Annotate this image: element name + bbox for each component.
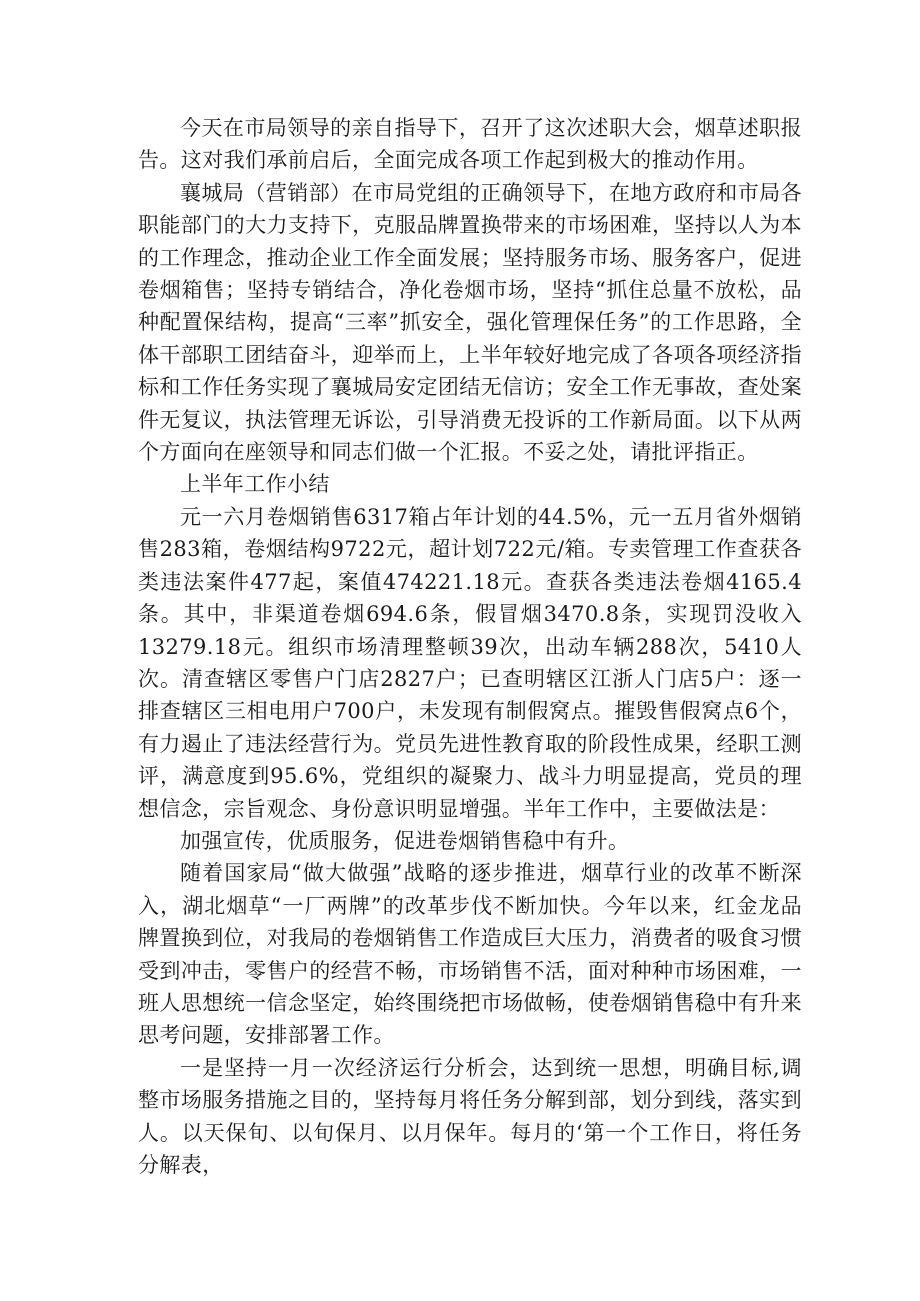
section-heading-summary: 上半年工作小结 [180, 472, 330, 497]
paragraph-overview: 襄城局（营销部）在市局党组的正确领导下，在地方政府和市局各职能部门的大力支持下，克服品牌置换带来的市场困难，坚持以人为本的工作理念，推动企业工作全面发展；坚持服务市场、服务客户，促进卷烟箱售；坚持专销结合，净化卷烟市场，坚持“抓住总量不放松，品种配置保结构，提高“三率”抓安全，强化管理保任务”的工作思路，全体干部职工团结奋斗，迎举而上，上半年较好地完成了各项各项经济指标和工作任务实现了襄城局安定团结无信访；安全工作无事故，查处案件无复议，执法管理无诉讼，引导消费无投诉的工作新局面。以下从两个方面向在座领导和同志们做一个汇报。不妥之处，请批评指正。 [138, 180, 802, 465]
document-body [138, 112, 802, 1181]
section-heading-publicity: 加强宣传，优质服务，促进卷烟销售稳中有升。 [180, 828, 630, 853]
paragraph-intro: 今天在市局领导的亲自指导下，召开了这次述职大会，烟草述职报告。这对我们承前启后，全面完成各项工作起到极大的推动作用。 [138, 116, 802, 173]
paragraph-context: 随着国家局“做大做强”战略的逐步推进，烟草行业的改革不断深入，湖北烟草“一厂两牌”的改革步伐不断加快。今年以来，红金龙品牌置换到位，对我局的卷烟销售工作造成巨大压力，消费者的吸食习惯受到冲击，零售户的经营不畅，市场销售不活，面对种种市场困难，一班人思想统一信念坚定，始终围绕把市场做畅，使卷烟销售稳中有升来思考问题，安排部署工作。 [138, 861, 802, 1048]
paragraph-measure-one: 一是坚持一月一次经济运行分析会，达到统一思想，明确目标,调整市场服务措施之目的，坚持每月将任务分解到部，划分到线，落实到人。以天保旬、以旬保月、以月保年。每月的‘第一个工作日，将任务分解表， [138, 1055, 802, 1177]
paragraph-statistics: 元一六月卷烟销售6317箱占年计划的44.5%，元一五月省外烟销售283箱，卷烟结构9722元，超计划722元/箱。专卖管理工作查获各类违法案件477起，案值474221.18元。查获各类违法卷烟4165.4条。其中，非渠道卷烟694.6条，假冒烟3470.8条，实现罚没收入13279.18元。组织市场清理整顿39次，出动车辆288次，5410人次。清查辖区零售户门店2827户；已查明辖区江浙人门店5户：逐一排查辖区三相电用户700户，未发现有制假窝点。摧毁售假窝点6个，有力遏止了违法经营行为。党员先进性教育取的阶段性成果，经职工测评，满意度到95.6%，党组织的凝聚力、战斗力明显提高，党员的理想信念，宗旨观念、身份意识明显增强。半年工作中，主要做法是： [138, 504, 802, 821]
